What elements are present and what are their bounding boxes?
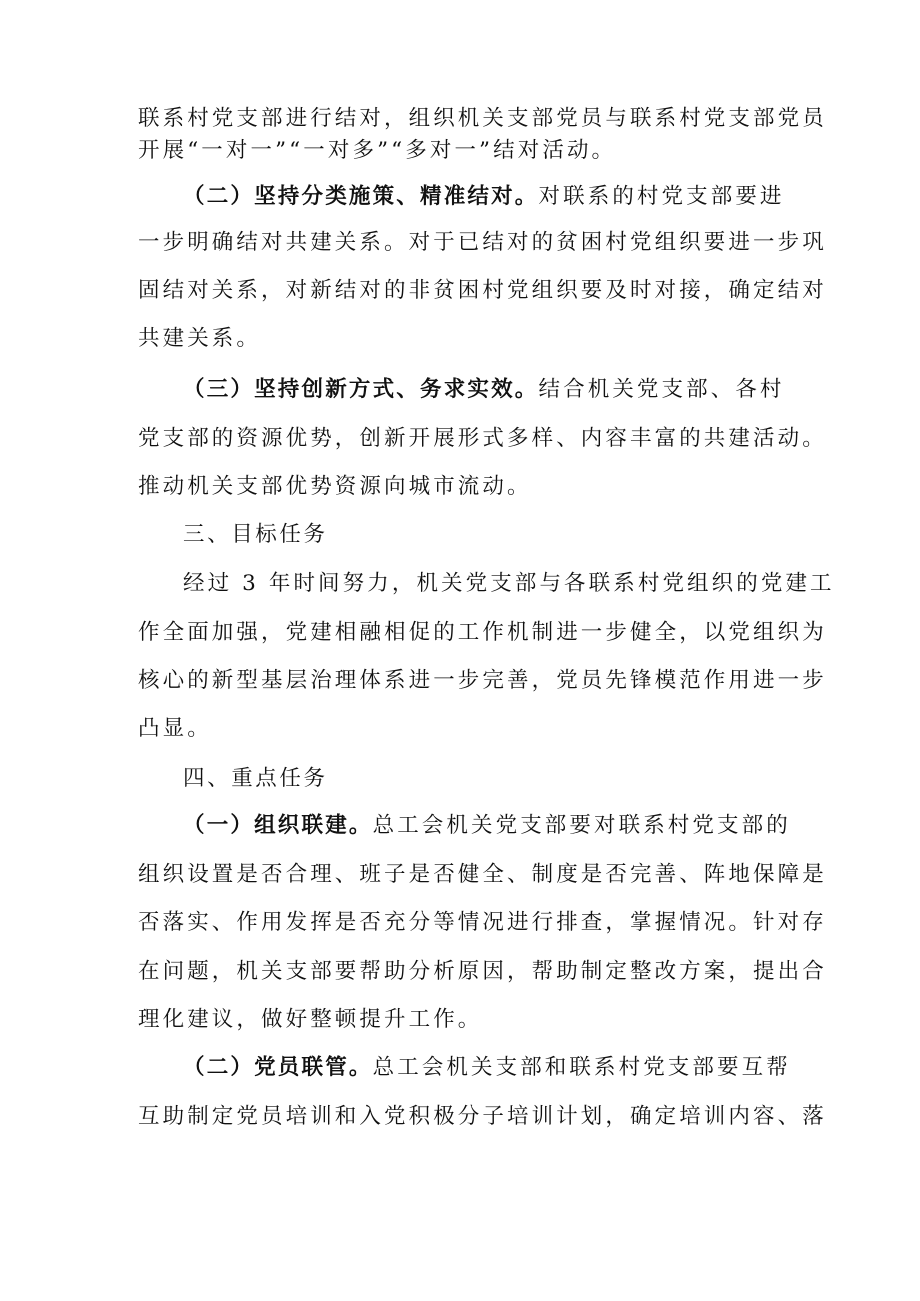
section-heading: 四、重点任务	[183, 766, 328, 791]
text-line: 核心的新型基层治理体系进一步完善，党员先锋模范作用进一步	[138, 668, 827, 693]
paragraph-first-line	[183, 182, 785, 212]
text-line: 共建关系。	[138, 326, 262, 351]
text-line: 开展“一对一”“一对多”“多对一”结对活动。	[138, 138, 617, 163]
text-line: 组织设置是否合理、班子是否健全、制度是否完善、阵地保障是	[138, 862, 827, 887]
paragraph-first-line	[183, 375, 785, 405]
text-line: 党支部的资源优势，创新开展形式多样、内容丰富的共建活动。	[138, 426, 827, 451]
text-span: 总工会机关党支部要对联系村党支部的	[372, 813, 791, 838]
paragraph-heading: （二）坚持分类施策、精准结对。	[183, 184, 539, 209]
text-line: 固结对关系，对新结对的非贫困村党组织要及时对接，确定结对	[138, 278, 827, 303]
paragraph-heading: （一）组织联建。	[183, 813, 373, 838]
text-line: 经过 3 年时间努力，机关党支部与各联系村党组织的党建工	[183, 571, 835, 596]
paragraph-heading: （二）党员联管。	[183, 1055, 373, 1080]
section-heading: 三、目标任务	[183, 522, 328, 547]
text-line: 凸显。	[138, 716, 212, 741]
paragraph-first-line	[183, 811, 791, 841]
paragraph-first-line	[183, 1053, 791, 1083]
text-line: 互助制定党员培训和入党积极分子培训计划，确定培训内容、落	[138, 1104, 827, 1129]
text-line: 推动机关支部优势资源向城市流动。	[138, 474, 532, 499]
text-line: 联系村党支部进行结对，组织机关支部党员与联系村党支部党员	[138, 106, 827, 131]
text-line: 否落实、作用发挥是否充分等情况进行排查，掌握情况。针对存	[138, 910, 827, 935]
text-span: 对联系的村党支部要进	[538, 184, 785, 209]
text-line: 一步明确结对共建关系。对于已结对的贫困村党组织要进一步巩	[138, 230, 827, 255]
text-line: 作全面加强，党建相融相促的工作机制进一步健全，以党组织为	[138, 620, 827, 645]
text-line: 在问题，机关支部要帮助分析原因，帮助制定整改方案，提出合	[138, 959, 827, 984]
paragraph-heading: （三）坚持创新方式、务求实效。	[183, 377, 539, 402]
text-span: 结合机关党支部、各村	[538, 377, 785, 402]
text-span: 总工会机关支部和联系村党支部要互帮	[372, 1055, 791, 1080]
text-line: 理化建议，做好整顿提升工作。	[138, 1007, 483, 1032]
